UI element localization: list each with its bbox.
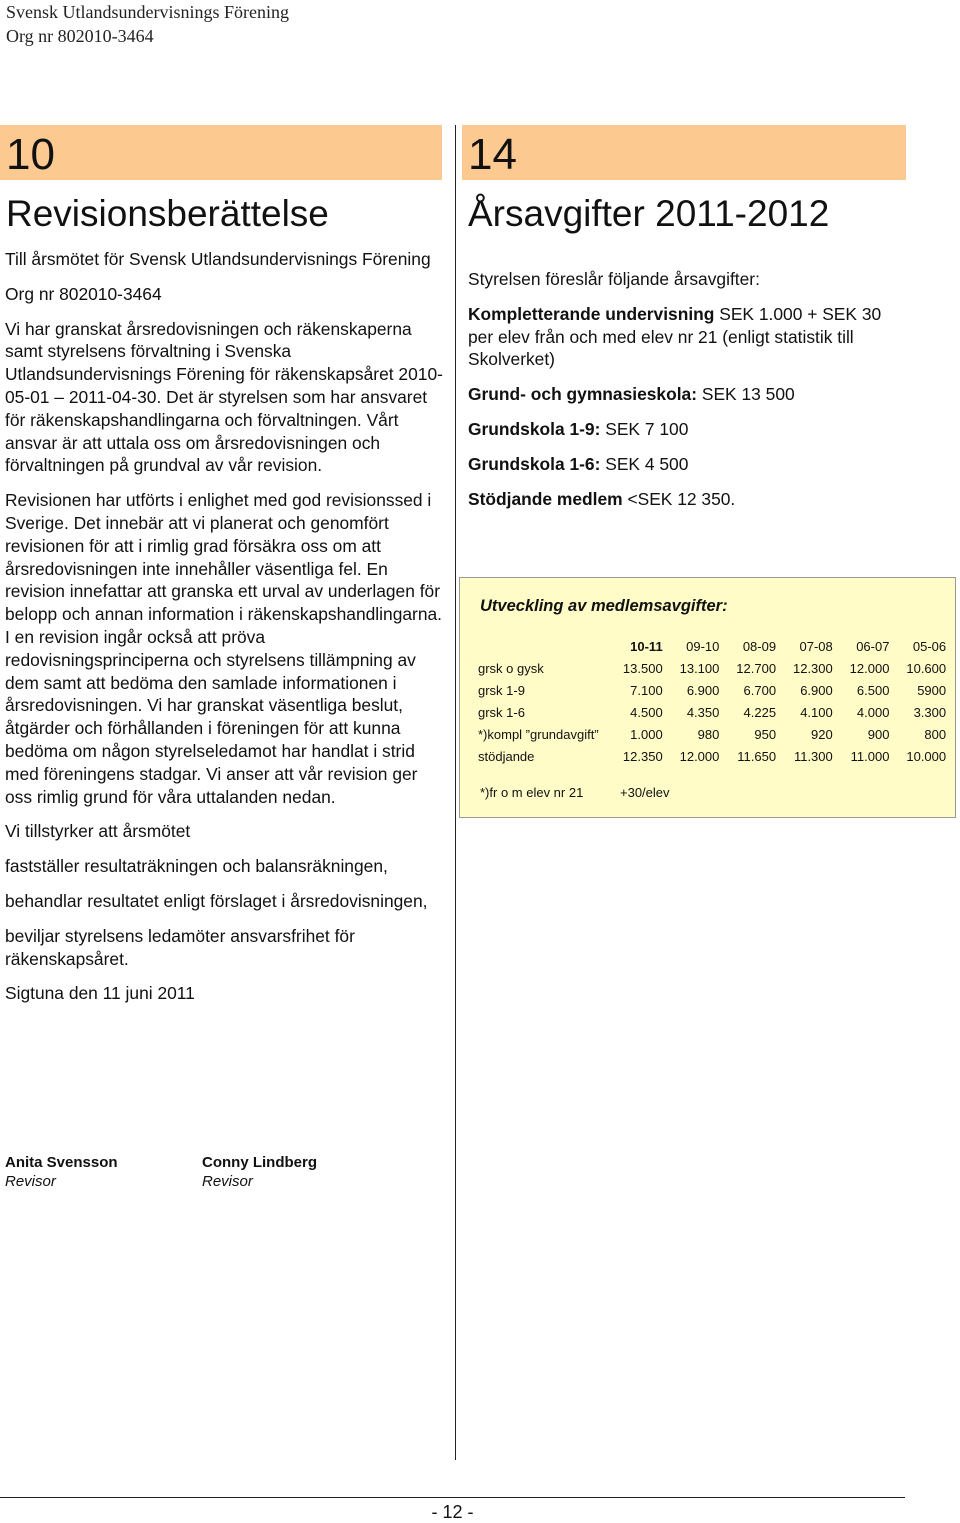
signer-name: Conny Lindberg [202, 1154, 317, 1171]
cell: 13.100 [679, 660, 720, 676]
year-header: 09-10 [686, 638, 720, 654]
fee-text: SEK 7 100 [600, 418, 689, 439]
footer-rule [0, 1497, 905, 1498]
signer-2 [202, 1153, 317, 1191]
fee-label: Grundskola 1-9: [468, 418, 601, 439]
cell: 7.100 [630, 682, 663, 698]
table-row [478, 723, 946, 745]
paragraph-place-date: Sigtuna den 11 juni 2011 [5, 983, 195, 1004]
fee-item [468, 488, 908, 511]
header-org-number: Org nr 802010-3464 [6, 26, 154, 46]
cell: 12.300 [792, 660, 833, 676]
cell: 12.000 [679, 748, 720, 764]
cell: 6.900 [800, 682, 833, 698]
fee-item [468, 383, 908, 406]
fee-item [468, 303, 908, 371]
footnote-label: *)fr o m elev nr 21 [480, 785, 584, 800]
year-header: 10-11 [630, 638, 663, 654]
fee-text: SEK 13 500 [697, 384, 795, 405]
table-row [478, 657, 946, 679]
table-row [478, 679, 946, 701]
section-14-title: Årsavgifter 2011-2012 [468, 193, 830, 234]
cell: 11.300 [793, 748, 833, 764]
section-10-title: Revisionsberättelse [6, 193, 329, 234]
paragraph-recommend: Vi tillstyrker att årsmötet [5, 821, 191, 842]
paragraph-result: behandlar resultatet enligt förslaget i årsredovisningen, [5, 890, 428, 911]
cell: 13.500 [622, 660, 663, 676]
table-header-row [478, 635, 946, 657]
fee-item [468, 453, 908, 476]
fee-history-table [478, 635, 946, 767]
cell: 980 [697, 726, 720, 742]
cell: 4.350 [686, 704, 720, 720]
page-number: - 12 - [431, 1502, 474, 1522]
section-10-bar [0, 125, 442, 180]
fee-intro: Styrelsen föreslår följande årsavgifter: [468, 269, 760, 289]
table-row [478, 745, 946, 767]
cell: 950 [754, 726, 777, 742]
cell: 6.500 [856, 682, 890, 698]
fee-label: Grund- och gymnasieskola: [468, 384, 698, 405]
cell: 900 [867, 726, 890, 742]
paragraph-addressee: Till årsmötet för Svensk Utlandsundervisnings Förening [5, 249, 431, 269]
cell: 6.700 [743, 682, 777, 698]
cell: 4.100 [800, 704, 833, 720]
fee-text: <SEK 12 350. [622, 488, 736, 509]
fee-proposal [468, 268, 908, 522]
cell: 4.000 [856, 704, 890, 720]
cell: 11.650 [737, 748, 777, 764]
cell: 12.350 [622, 748, 663, 764]
row-label: *)kompl ”grundavgift” [478, 726, 599, 742]
table-corner [478, 635, 606, 657]
signer-name: Anita Svensson [5, 1154, 118, 1171]
table-footnote [480, 785, 670, 800]
row-label: grsk o gysk [478, 660, 544, 676]
cell: 4.225 [743, 704, 777, 720]
cell: 12.700 [736, 660, 777, 676]
cell: 11.000 [850, 748, 890, 764]
cell: 5900 [917, 682, 947, 698]
year-header: 06-07 [856, 638, 890, 654]
fee-text: SEK 1.000 + SEK 30 per elev från och med elev nr 21 (enligt statistik till Skolverket) [468, 303, 882, 370]
page-header [6, 0, 289, 48]
cell: 800 [924, 726, 947, 742]
paragraph-scope: Vi har granskat årsredovisningen och räkenskaperna samt styrelsens förvaltning i Svenska Utlandsundervisnings Förening för räkenskapsåret 2010-05-01 – 2011-04-30. Det är styrelsen som har ansvaret för räkenskapshandlingarna och förvaltningen. Vårt ansvar är att uttala oss om årsredovisningen och förvaltningen på grundval av vår revision. [5, 318, 443, 476]
signer-1 [5, 1153, 118, 1191]
cell: 4.500 [630, 704, 663, 720]
cell: 10.600 [906, 660, 947, 676]
table-row [478, 701, 946, 723]
year-header: 08-09 [742, 638, 777, 654]
fee-history-box [459, 577, 956, 818]
section-10-number: 10 [6, 130, 55, 179]
section-14-bar [462, 125, 906, 180]
fee-history-title: Utveckling av medlemsavgifter: [480, 597, 728, 615]
section-14-number: 14 [468, 130, 517, 179]
paragraph-discharge: beviljar styrelsens ledamöter ansvarsfrihet för räkenskapsåret. [5, 925, 355, 969]
signer-role: Revisor [202, 1173, 253, 1190]
cell: 1.000 [630, 726, 663, 742]
cell: 10.000 [906, 748, 947, 764]
cell: 920 [811, 726, 833, 742]
fee-text: SEK 4 500 [600, 453, 689, 474]
audit-report-body [5, 248, 445, 1017]
row-label: stödjande [478, 748, 535, 764]
header-org-name: Svensk Utlandsundervisnings Förening [6, 2, 289, 22]
fee-label: Grundskola 1-6: [468, 453, 601, 474]
paragraph-method: Revisionen har utförts i enlighet med god revisionssed i Sverige. Det innebär att vi planerat och genomfört revisionen för att i rimlig grad försäkra oss om att årsredovisningen inte innehåller väsentliga fel. En revision innefattar att granska ett urval av underlagen för belopp och annan information i räkenskapshandlingarna. I en revision ingår också att pröva redovisningsprinciperna och styrelsens tillämpning av dem samt att bedöma den samlade informationen i årsredovisningen. Vi har granskat väsentliga beslut, åtgärder och förhållanden i föreningen för att kunna bedöma om någon styrelseledamot har handlat i strid med föreningens stadgar. Vi anser att vår revision ger oss rimlig grund för våra uttalanden nedan. [5, 490, 442, 807]
row-label: grsk 1-9 [478, 682, 525, 698]
year-header: 05-06 [912, 638, 947, 654]
column-divider [455, 125, 456, 1460]
paragraph-adopt: fastställer resultaträkningen och balansräkningen, [5, 856, 388, 877]
signer-role: Revisor [5, 1173, 56, 1190]
year-header: 07-08 [799, 638, 833, 654]
footnote-value: +30/elev [620, 785, 670, 800]
fee-label: Stödjande medlem [468, 488, 623, 509]
row-label: grsk 1-6 [478, 704, 525, 720]
cell: 12.000 [849, 660, 890, 676]
fee-item [468, 418, 908, 441]
cell: 3.300 [913, 704, 947, 720]
paragraph-org-nr: Org nr 802010-3464 [5, 283, 162, 304]
fee-label: Kompletterande undervisning [468, 303, 715, 324]
cell: 6.900 [686, 682, 720, 698]
